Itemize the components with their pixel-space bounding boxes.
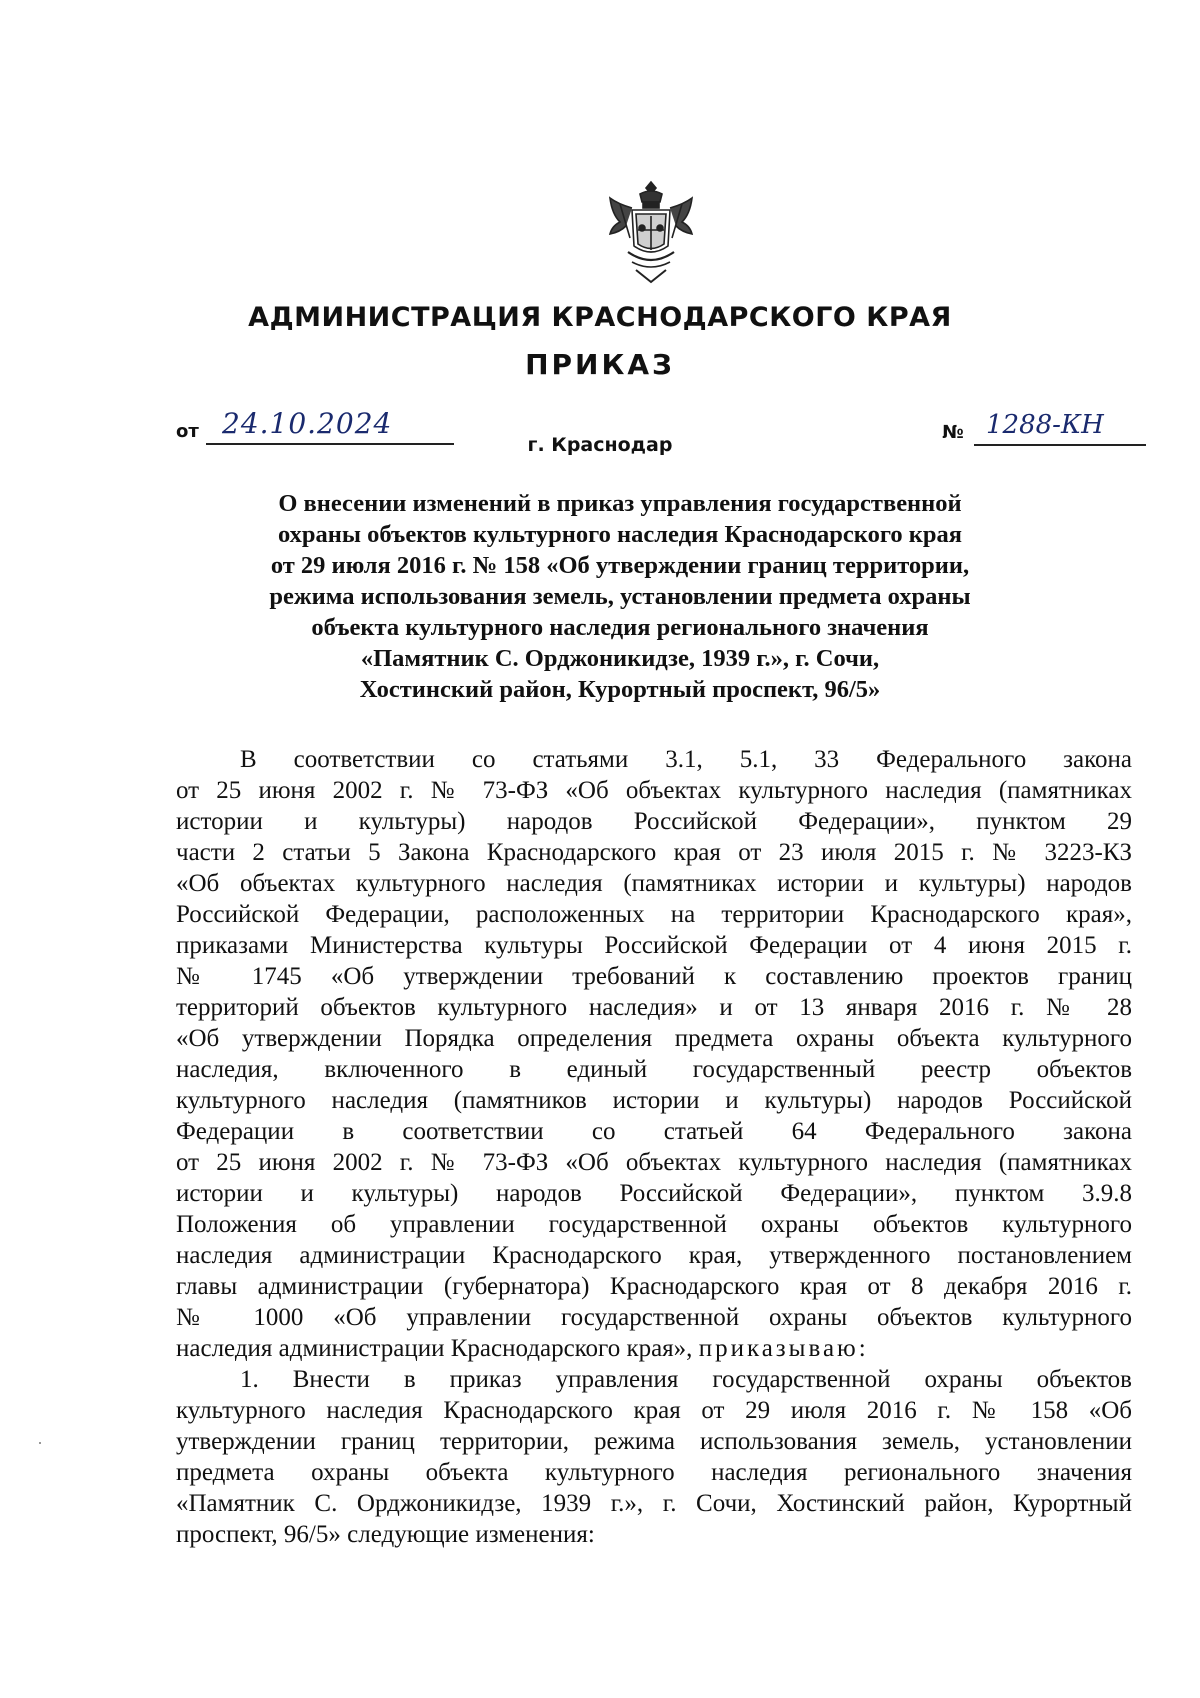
paragraph-line: предмета охраны объекта культурного наследия регионального значения: [176, 1459, 1132, 1486]
paragraph-line: Федерации в соответствии со статьей 64 Федерального закона: [176, 1118, 1132, 1145]
title-line: охраны объектов культурного наследия Краснодарского края: [278, 521, 962, 548]
krasnodar-coat-of-arms-icon: [606, 178, 696, 288]
paragraph-line: проспект, 96/5» следующие изменения:: [176, 1521, 595, 1548]
paragraph-line: В соответствии со статьями 3.1, 5.1, 33 Федерального закона: [240, 746, 1132, 773]
paragraph-line: от 25 июня 2002 г. № 73-ФЗ «Об объектах культурного наследия (памятниках: [176, 777, 1132, 804]
paragraph-line: приказами Министерства культуры Российской Федерации от 4 июня 2015 г.: [176, 932, 1132, 959]
organization-name: АДМИНИСТРАЦИЯ КРАСНОДАРСКОГО КРАЯ: [248, 302, 952, 333]
paragraph-line: истории и культуры) народов Российской Федерации», пунктом 3.9.8: [176, 1180, 1132, 1207]
paragraph-line: Положения об управлении государственной охраны объектов культурного: [176, 1211, 1132, 1238]
paragraph-line: истории и культуры) народов Российской Федерации», пунктом 29: [176, 808, 1132, 835]
paragraph-line: главы администрации (губернатора) Краснодарского края от 8 декабря 2016 г.: [176, 1273, 1132, 1300]
paragraph-line: культурного наследия Краснодарского края от 29 июля 2016 г. № 158 «Об: [176, 1397, 1132, 1424]
paragraph-line: наследия, включенного в единый государственный реестр объектов: [176, 1056, 1132, 1083]
paragraph-line: части 2 статьи 5 Закона Краснодарского края от 23 июля 2015 г. № 3223-КЗ: [176, 839, 1132, 866]
title-line: О внесении изменений в приказ управления государственной: [278, 490, 962, 517]
paragraph-line: «Об утверждении Порядка определения предмета охраны объекта культурного: [176, 1025, 1132, 1052]
paragraph-line: [176, 1333, 1132, 1364]
paragraph-line: Российской Федерации, расположенных на территории Краснодарского края»,: [176, 901, 1132, 928]
paragraph-line: наследия администрации Краснодарского края, утвержденного постановлением: [176, 1242, 1132, 1269]
paragraph-line: № 1745 «Об утверждении требований к составлению проектов границ: [176, 963, 1132, 990]
scan-speck: [39, 1442, 41, 1444]
title-line: «Памятник С. Орджоникидзе, 1939 г.», г. Сочи,: [360, 645, 880, 672]
title-line: объекта культурного наследия регионального значения: [311, 614, 929, 641]
city-name: г. Краснодар: [527, 434, 673, 456]
document-type: ПРИКАЗ: [525, 348, 675, 381]
decree-word: приказываю:: [698, 1335, 869, 1362]
document-title: [170, 488, 1070, 705]
paragraph-line: культурного наследия (памятников истории и культуры) народов Российской: [176, 1087, 1132, 1114]
paragraph-line: от 25 июня 2002 г. № 73-ФЗ «Об объектах культурного наследия (памятниках: [176, 1149, 1132, 1176]
document-body: [176, 744, 1132, 1550]
paragraph-line: «Об объектах культурного наследия (памятниках истории и культуры) народов: [176, 870, 1132, 897]
paragraph-line: «Памятник С. Орджоникидзе, 1939 г.», г. Сочи, Хостинский район, Курортный: [176, 1490, 1132, 1517]
date-prefix: от: [176, 421, 199, 442]
title-line: режима использования земель, установлении предмета охраны: [269, 583, 971, 610]
paragraph-line: утверждении границ территории, режима использования земель, установлении: [176, 1428, 1132, 1455]
paragraph-line: № 1000 «Об управлении государственной охраны объектов культурного: [176, 1304, 1132, 1331]
title-line: Хостинский район, Курортный проспект, 96/5»: [359, 676, 881, 703]
handwritten-date: 24.10.2024: [222, 407, 393, 440]
paragraph-text: наследия администрации Краснодарского края»,: [176, 1335, 693, 1362]
number-prefix: №: [942, 422, 964, 443]
paragraph-line: 1. Внести в приказ управления государственной охраны объектов: [240, 1366, 1132, 1393]
handwritten-number: 1288-КН: [986, 410, 1104, 440]
paragraph-line: территорий объектов культурного наследия» и от 13 января 2016 г. № 28: [176, 994, 1132, 1021]
title-line: от 29 июля 2016 г. № 158 «Об утверждении границ территории,: [270, 552, 970, 579]
